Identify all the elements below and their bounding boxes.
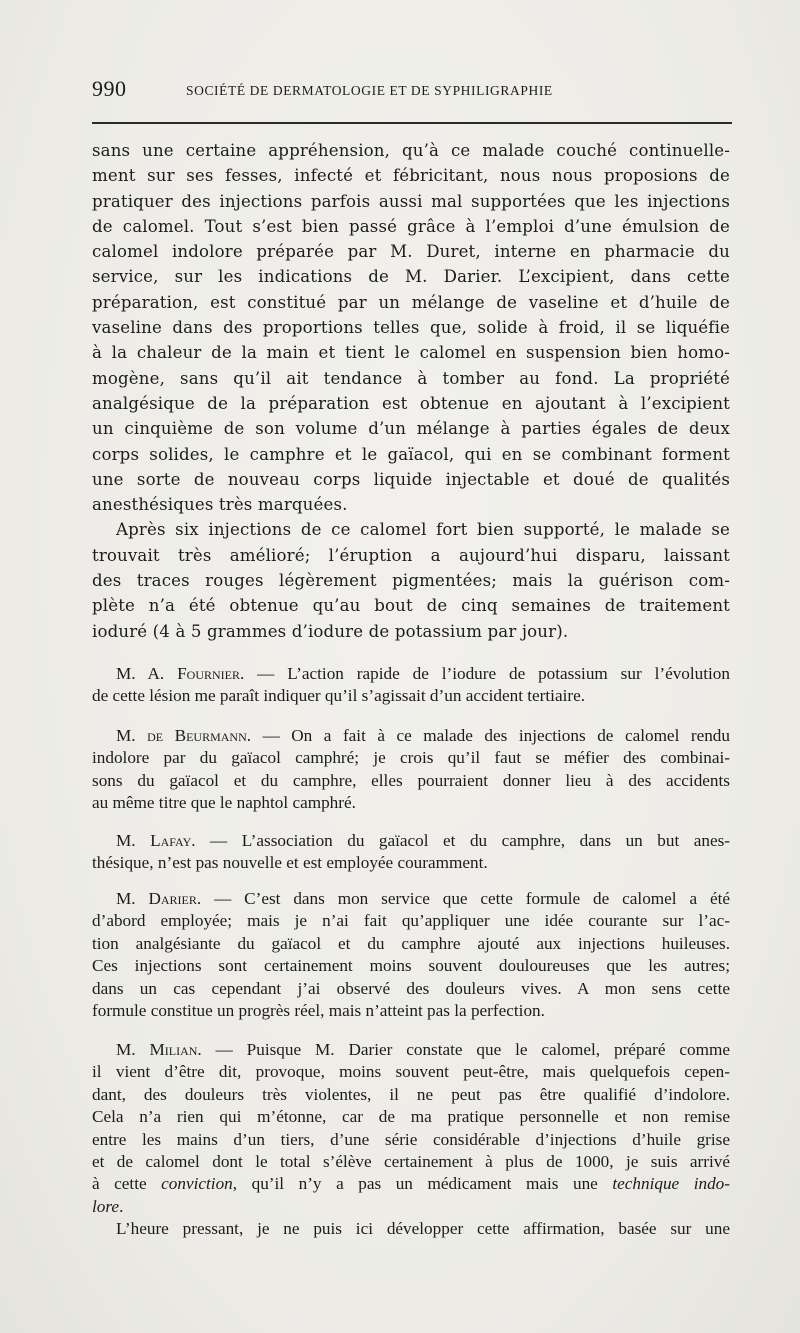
text-line: tion analgésiante du gaïacol et du camphre ajouté aux injections huileuses.	[92, 933, 730, 953]
speaker-name: M. Lafay.	[116, 831, 196, 850]
running-title: SOCIÉTÉ DE DERMATOLOGIE ET DE SYPHILIGRAPHIE	[186, 83, 553, 98]
remark-beurmann	[92, 725, 730, 815]
speaker-name: M. de Beurmann.	[116, 726, 252, 745]
text-line	[92, 725, 730, 747]
text-line: anesthésiques très marquées.	[92, 495, 348, 515]
remark-text: — L’association du gaïacol et du camphre, dans un but anes-	[195, 831, 730, 850]
remark-text: — L’action rapide de l’iodure de potassium sur l’évolution	[244, 664, 730, 683]
remark-text: à cette	[92, 1174, 162, 1194]
text-line	[92, 888, 730, 910]
text-line: plète n’a été obtenue qu’au bout de cinq semaines de traitement	[92, 596, 730, 616]
remark-lafay	[92, 830, 730, 875]
header-rule	[92, 122, 732, 124]
text-line: service, sur les indications de M. Darier. L’excipient, dans cette	[92, 267, 730, 287]
text-line: indolore par du gaïacol camphré; je crois qu’il faut se méfier des combinai-	[92, 748, 730, 768]
text-line: préparation, est constitué par un mélange de vaseline et d’huile de	[92, 292, 730, 312]
speaker-name: M. Darier.	[116, 889, 202, 908]
text-line: corps solides, le camphre et le gaïacol, qui en se combinant forment	[92, 444, 730, 464]
remark-text: .	[119, 1196, 124, 1216]
running-head	[92, 76, 732, 104]
text-line: Après six injections de ce calomel fort bien supporté, le malade se	[116, 520, 730, 540]
remark-milian	[92, 1039, 730, 1241]
text-line: dant, des douleurs très violentes, il ne peut pas être qualifié d’indolore.	[92, 1084, 730, 1104]
text-line: une sorte de nouveau corps liquide injectable et doué de qualités	[92, 469, 730, 489]
text-line: de calomel. Tout s’est bien passé grâce à l’emploi d’une émulsion de	[92, 216, 730, 236]
text-line	[92, 1173, 730, 1195]
remark-text: — Puisque M. Darier constate que le calomel, préparé comme	[201, 1040, 730, 1059]
text-line	[92, 1196, 730, 1218]
text-line: pratiquer des injections parfois aussi mal supportées que les injections	[92, 191, 730, 211]
emphasis-text: technique indo-	[612, 1174, 730, 1194]
speaker-name: M. Milian.	[116, 1040, 202, 1059]
text-line: Cela n’a rien qui m’étonne, car de ma pratique personnelle et non remise	[92, 1107, 730, 1127]
text-line: analgésique de la préparation est obtenue en ajoutant à l’excipient	[92, 393, 730, 413]
text-line: trouvait très amélioré; l’éruption a aujourd’hui disparu, laissant	[92, 545, 730, 565]
text-line: sons du gaïacol et du camphre, elles pourraient donner lieu à des accidents	[92, 770, 730, 790]
speaker-name: M. A. Fournier.	[116, 664, 245, 683]
text-line: mogène, sans qu’il ait tendance à tomber au fond. La propriété	[92, 368, 730, 388]
page-number: 990	[92, 76, 127, 101]
text-line: un cinquième de son volume d’un mélange à parties égales de deux	[92, 419, 730, 439]
text-line	[92, 663, 730, 685]
text-line: des traces rouges légèrement pigmentées; mais la guérison com-	[92, 571, 730, 591]
text-line: vaseline dans des proportions telles que, solide à froid, il se liquéfie	[92, 318, 730, 338]
remark-text: — On a fait à ce malade des injections de calomel rendu	[251, 726, 730, 745]
remark-darier	[92, 888, 730, 1022]
text-line: thésique, n’est pas nouvelle et est employée couramment.	[92, 853, 488, 873]
text-line: de cette lésion me paraît indiquer qu’il s’agissait d’un accident tertiaire.	[92, 686, 585, 706]
text-line: et de calomel dont le total s’élève certainement à plus de 1000, je suis arrivé	[92, 1152, 730, 1172]
text-line: formule constitue un progrès réel, mais n’atteint pas la perfection.	[92, 1001, 545, 1021]
text-line: ment sur ses fesses, infecté et fébricitant, nous nous proposions de	[92, 166, 730, 186]
text-line: ioduré (4 à 5 grammes d’iodure de potassium par jour).	[92, 621, 569, 641]
text-line: d’abord employée; mais je n’ai fait qu’appliquer une idée courante sur l’ac-	[92, 911, 730, 931]
text-line: sans une certaine appréhension, qu’à ce malade couché continuelle-	[92, 141, 730, 160]
emphasis-text: conviction	[161, 1174, 233, 1194]
text-line	[92, 830, 730, 852]
remark-text: , qu’il n’y a pas un médicament mais une	[232, 1174, 613, 1194]
text-line: au même titre que le naphtol camphré.	[92, 793, 356, 813]
text-line: L’heure pressant, je ne puis ici développer cette affirmation, basée sur une	[116, 1219, 730, 1239]
text-line: il vient d’être dit, provoque, moins souvent peut-être, mais quelquefois cepen-	[92, 1062, 730, 1082]
emphasis-text: lore	[92, 1196, 120, 1216]
text-line: à la chaleur de la main et tient le calomel en suspension bien homo-	[92, 343, 730, 363]
text-line: calomel indolore préparée par M. Duret, interne en pharmacie du	[92, 242, 730, 262]
text-line	[92, 1039, 730, 1061]
text-line: dans un cas cependant j’ai observé des douleurs vives. A mon sens cette	[92, 978, 730, 998]
body-text	[92, 138, 730, 644]
text-line: Ces injections sont certainement moins souvent douloureuses que les autres;	[92, 956, 730, 976]
remark-text: — C’est dans mon service que cette formule de calomel a été	[201, 889, 730, 908]
text-line: entre les mains d’un tiers, d’une série considérable d’injections d’huile grise	[92, 1129, 730, 1149]
remark-fournier	[92, 663, 730, 708]
